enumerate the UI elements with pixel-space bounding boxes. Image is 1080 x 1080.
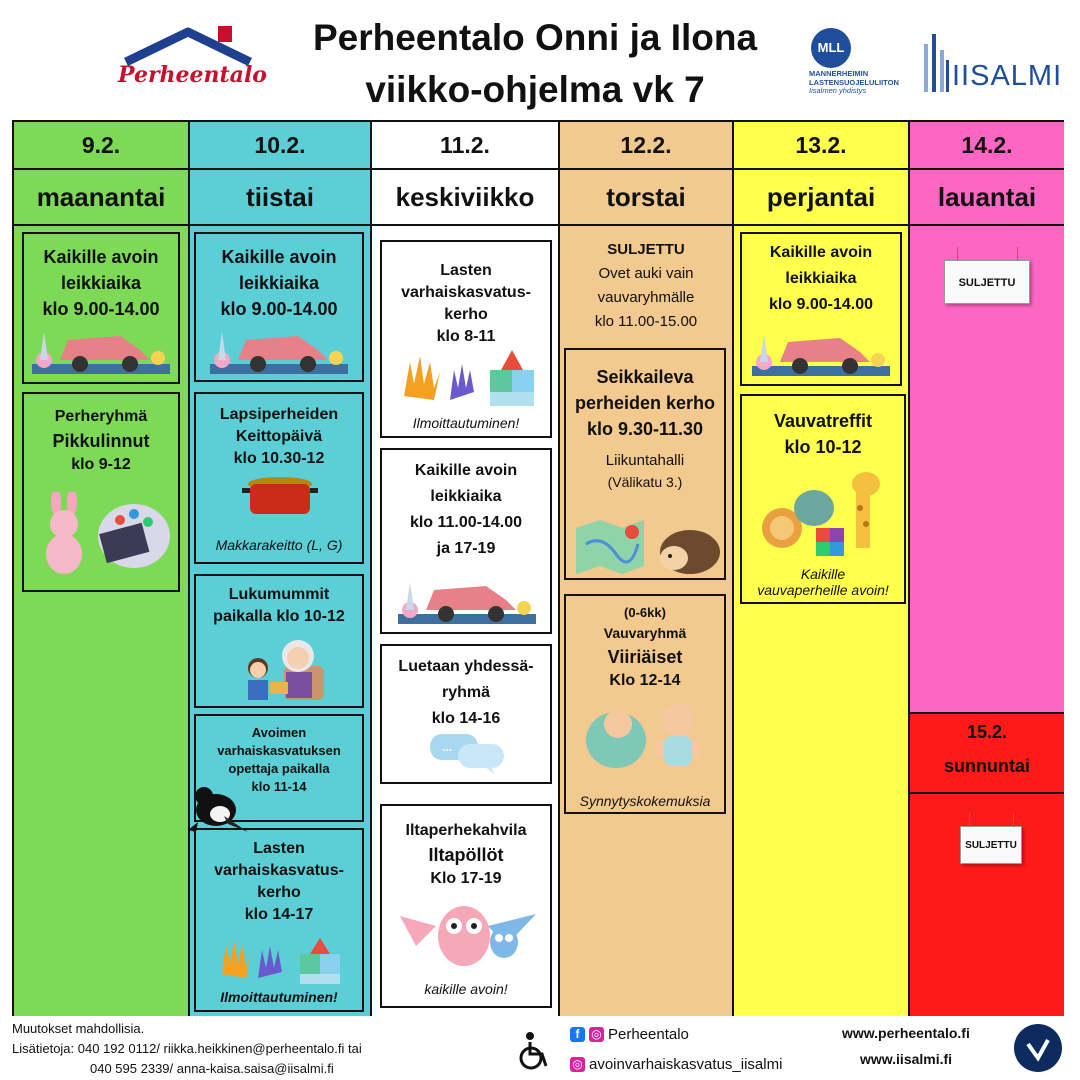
- hands-and-blocks-icon: [398, 342, 538, 408]
- baby-animals-icon: [756, 468, 896, 560]
- sunday-header: [910, 714, 1064, 794]
- note-line: Kaikille: [800, 566, 846, 582]
- iisalmi-logo-text: IISALMI: [952, 60, 1063, 92]
- event-line: klo 11.00-15.00: [594, 313, 698, 330]
- event-tue-playtime: [194, 232, 364, 382]
- event-line: Luetaan yhdessä-: [398, 658, 534, 675]
- date-wednesday: 11.2.: [372, 122, 558, 170]
- column-monday: [14, 122, 190, 1016]
- seal-icon: [1014, 1024, 1062, 1072]
- kids-club-note: Ilmoittautuminen!: [220, 989, 338, 1005]
- owls-icon: [396, 896, 542, 970]
- event-wed-evening-cafe: [380, 804, 552, 1008]
- column-thursday: [560, 122, 734, 1016]
- event-line: klo 9.00-14.00: [42, 299, 160, 319]
- mll-logo-text: [809, 70, 909, 96]
- date-sunday: 15.2.: [966, 722, 1008, 742]
- day-wednesday: keskiviikko: [372, 170, 558, 226]
- event-line: Seikkaileva: [596, 367, 694, 387]
- closed-sign-text: SULJETTU: [958, 277, 1016, 289]
- event-line: Perheryhmä: [54, 408, 148, 425]
- footer-line: 040 595 2339/ anna-kaisa.saisa@iisalmi.fi: [90, 1061, 334, 1076]
- event-line: Kaikille avoin: [43, 247, 159, 267]
- sunday-section: [910, 712, 1064, 1016]
- soup-pot-icon: [242, 474, 318, 520]
- iisalmi-logo: [918, 30, 1063, 94]
- day-tuesday: tiistai: [190, 170, 370, 226]
- event-line: varhaiskasvatus-: [401, 284, 531, 301]
- mll-line-3: Iisalmen yhdistys: [809, 86, 867, 95]
- event-line: Kaikille avoin: [414, 462, 518, 479]
- event-thu-adventure-club: [564, 348, 726, 580]
- event-line: klo 8-11: [436, 328, 496, 345]
- event-line: Kaikille avoin: [221, 247, 337, 267]
- perheentalo-logo-text: Perheentalo: [118, 62, 267, 88]
- event-fri-playtime: [740, 232, 902, 386]
- url-iisalmi[interactable]: www.iisalmi.fi: [860, 1051, 953, 1067]
- event-line: klo 9-12: [71, 456, 131, 473]
- closed-sign-saturday: [944, 260, 1030, 304]
- event-line: SULJETTU: [607, 241, 685, 258]
- event-line: kerho: [257, 884, 301, 901]
- perheentalo-logo: [118, 22, 267, 102]
- event-line: Keittopäivä: [235, 428, 323, 445]
- instagram-icon: ◎: [589, 1027, 604, 1042]
- social-handle: avoinvarhaiskasvatus_iisalmi: [589, 1056, 783, 1073]
- event-line: Avoimen: [251, 725, 307, 740]
- speech-bubbles-icon: [428, 730, 508, 776]
- social-facebook-instagram[interactable]: [570, 1026, 689, 1043]
- week-schedule-grid: [12, 120, 1064, 1016]
- event-line: leikkiaika: [785, 270, 857, 287]
- baby-meetup-note: [742, 566, 904, 598]
- baby-group-note: Synnytyskokemuksia: [579, 793, 711, 809]
- mll-line-1: MANNERHEIMIN: [809, 69, 869, 78]
- event-wed-playtime: [380, 448, 552, 634]
- event-line: paikalla klo 10-12: [213, 608, 345, 625]
- event-thu-baby-group: [564, 594, 726, 814]
- event-line: varhaiskasvatuksen: [217, 743, 341, 758]
- mll-logo-circle: MLL: [811, 28, 851, 68]
- event-line: klo 9.00-14.00: [768, 296, 874, 313]
- event-line: Iltaperhekahvila: [405, 822, 527, 839]
- event-line: Lasten: [440, 262, 492, 279]
- event-line: ja 17-19: [436, 540, 496, 557]
- event-tue-kids-club: [194, 828, 364, 1012]
- instagram-icon: ◎: [570, 1057, 585, 1072]
- bunny-and-paints-icon: [34, 492, 174, 578]
- event-line: Viiriäiset: [607, 647, 683, 667]
- day-saturday: lauantai: [910, 170, 1064, 226]
- event-line: Klo 12-14: [609, 672, 681, 689]
- date-tuesday: 10.2.: [190, 122, 370, 170]
- title-line-2: viikko-ohjelma vk 7: [365, 69, 705, 110]
- event-line: klo 10.30-12: [233, 450, 325, 467]
- event-line: Klo 17-19: [430, 870, 502, 887]
- facebook-icon: f: [570, 1027, 585, 1042]
- event-line: varhaiskasvatus-: [214, 862, 344, 879]
- column-wednesday: [372, 122, 560, 1016]
- magpie-bird-icon: [184, 782, 254, 842]
- event-line: vauvaryhmälle: [597, 289, 695, 306]
- closed-sign-text: SULJETTU: [965, 840, 1017, 851]
- soup-note: Makkarakeitto (L, G): [215, 537, 343, 553]
- date-saturday: 14.2.: [910, 122, 1064, 170]
- grandma-reading-icon: [236, 632, 326, 704]
- event-line: klo 10-12: [784, 437, 862, 457]
- event-line: klo 9.00-14.00: [220, 299, 338, 319]
- note-line: vauvaperheille avoin!: [757, 582, 889, 598]
- event-line: Lapsiperheiden: [219, 406, 339, 423]
- date-thursday: 12.2.: [560, 122, 732, 170]
- event-line: klo 9.30-11.30: [586, 419, 704, 439]
- event-line: leikkiaika: [238, 273, 320, 293]
- toy-car-icon: [208, 320, 350, 376]
- speech-dots: ...: [442, 740, 453, 754]
- footer-contact: [12, 1019, 362, 1079]
- event-fri-baby-meetup: [740, 394, 906, 604]
- event-line: Lukumummit: [228, 586, 330, 603]
- date-monday: 9.2.: [14, 122, 188, 170]
- url-perheentalo[interactable]: www.perheentalo.fi: [842, 1025, 970, 1041]
- date-friday: 13.2.: [734, 122, 908, 170]
- event-tue-reading-grannies: [194, 574, 364, 708]
- event-mon-family-group: [22, 392, 180, 592]
- event-mon-playtime: [22, 232, 180, 384]
- babies-icon: [578, 696, 718, 776]
- event-wed-kids-club: [380, 240, 552, 438]
- toy-car-icon: [30, 320, 172, 376]
- hands-and-blocks-icon: [216, 934, 346, 984]
- tower-icon: [918, 30, 952, 94]
- event-line: (0-6kk): [624, 605, 666, 620]
- event-line: Liikuntahalli: [605, 452, 685, 469]
- event-line: Lasten: [253, 840, 305, 857]
- day-sunday: sunnuntai: [944, 756, 1030, 776]
- event-line: perheiden kerho: [574, 393, 716, 413]
- event-line: leikkiaika: [60, 273, 142, 293]
- social-instagram[interactable]: [570, 1056, 782, 1073]
- footer-line: Lisätietoja: 040 192 0112/ riikka.heikkinen@perheentalo.fi tai: [12, 1041, 362, 1056]
- toy-car-icon: [750, 322, 892, 378]
- column-saturday: [910, 122, 1064, 1016]
- event-line: opettaja paikalla: [228, 761, 330, 776]
- social-handle: Perheentalo: [608, 1026, 689, 1043]
- event-line: Kaikille avoin: [769, 244, 873, 261]
- mll-logo: [805, 28, 905, 98]
- toy-car-icon: [396, 570, 538, 626]
- event-line: (Välikatu 3.): [607, 474, 683, 490]
- event-line: ryhmä: [441, 684, 491, 701]
- title-line-1: Perheentalo Onni ja Ilona: [312, 17, 758, 58]
- day-thursday: torstai: [560, 170, 732, 226]
- wed-kids-club-note: Ilmoittautuminen!: [412, 415, 520, 431]
- mll-line-2: LASTENSUOJELULIITON: [809, 77, 899, 87]
- event-line: Iltapöllöt: [428, 845, 504, 865]
- event-wed-reading-group: [380, 644, 552, 784]
- day-friday: perjantai: [734, 170, 908, 226]
- event-line: leikkiaika: [430, 488, 502, 505]
- event-line: klo 11-14: [251, 779, 307, 794]
- map-and-hedgehog-icon: [572, 514, 722, 576]
- event-line: klo 14-17: [244, 906, 314, 923]
- column-tuesday: [190, 122, 372, 1016]
- event-line: Pikkulinnut: [52, 431, 150, 451]
- column-friday: [734, 122, 910, 1016]
- wheelchair-icon: [518, 1032, 552, 1070]
- day-monday: maanantai: [14, 170, 188, 226]
- event-line: klo 11.00-14.00: [409, 514, 523, 531]
- closed-sign-sunday: [960, 826, 1022, 864]
- event-line: klo 14-16: [431, 710, 501, 727]
- cafe-note: kaikille avoin!: [424, 981, 508, 997]
- event-tue-soup-day: [194, 392, 364, 564]
- event-line: Vauvaryhmä: [603, 625, 687, 641]
- page-title: [270, 12, 800, 116]
- event-thu-closed-note: [560, 238, 732, 334]
- event-line: Ovet auki vain: [598, 265, 694, 282]
- footer-line: Muutokset mahdollisia.: [12, 1021, 145, 1036]
- event-line: kerho: [444, 306, 488, 323]
- event-line: Vauvatreffit: [773, 411, 873, 431]
